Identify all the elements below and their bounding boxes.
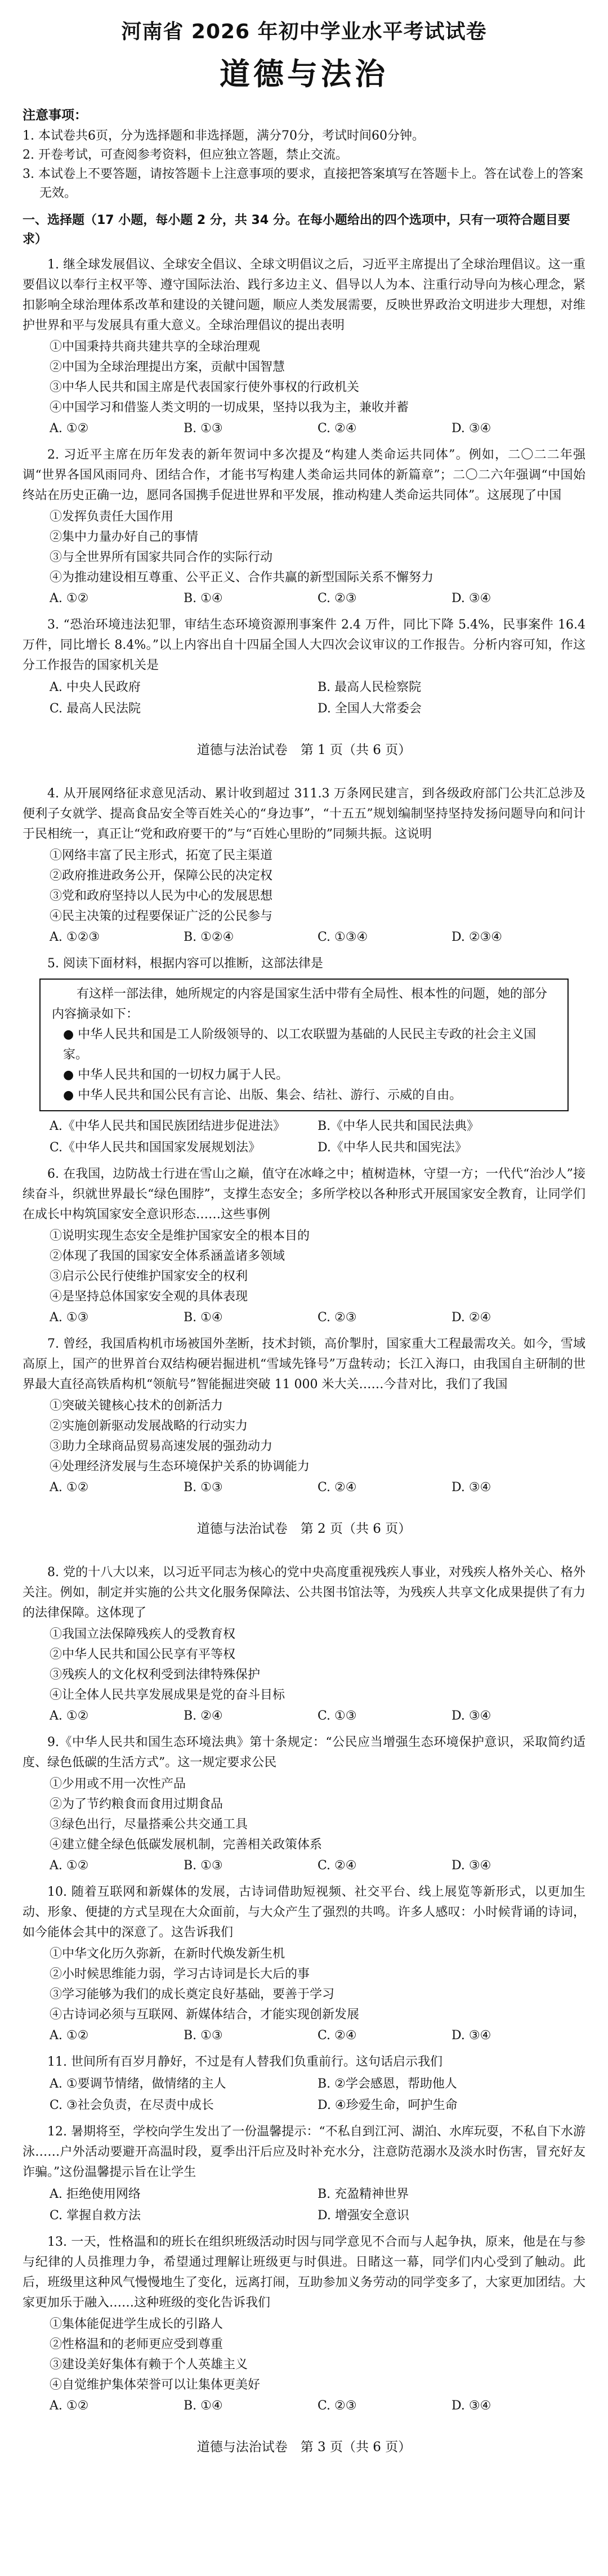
statement: ③与全世界所有国家共同合作的实际行动 (50, 550, 273, 564)
material-item: ● 中华人民共和国的一切权力属于人民。 (63, 1068, 289, 1082)
option: D. 增强安全意识 (318, 2209, 409, 2223)
question-stem: 10. 随着互联网和新媒体的发展，古诗词借助短视频、社交平台、线上展览等新形式，以更加生动、形象、便捷的方式呈现在大众面前，与大众产生了强烈的共鸣。许多人感叹：小时候背诵的诗词，如今能体会其中的深意了。这告诉我们 (23, 1885, 585, 1940)
subject-title: 道德与法治 (220, 56, 388, 92)
statement: ③启示公民行使维护国家安全的权利 (50, 1269, 248, 1283)
option: B. ①③ (184, 1859, 223, 1873)
notice-section (23, 105, 585, 203)
option: D.《中华人民共和国宪法》 (318, 1141, 467, 1155)
options-row (50, 1477, 585, 1498)
question-stem: 6. 在我国，边防战士行进在雪山之巅，值守在冰峰之中；植树造林，守望一方；一代代“治沙人”接续奋斗，织就世界最长“绿色围脖”，支撑生态安全；多所学校以各种形式开展国家安全教育，让同学们在成长中构筑国家安全意识形态……这些事例 (23, 1167, 585, 1222)
statement: ④民主决策的过程要保证广泛的公民参与 (50, 909, 273, 923)
statement: ①集体能促进学生成长的引路人 (50, 2317, 223, 2331)
statement: ③残疾人的文化权利受到法律特殊保护 (50, 1668, 261, 1682)
option: B. ①④ (184, 591, 223, 605)
option: B. 充盈精神世界 (318, 2187, 409, 2201)
option: C. ②④ (318, 1480, 357, 1495)
question-stem: 4. 从开展网络征求意见活动、累计收到超过 311.3 万条网民建言，到各级政府部门公共汇总涉及便利子女就学、提高食品安全等百姓关心的“身边事”，“十五五”规划编制坚持坚持发扬问题导向和问计于民相统一，真正让“党和政府要干的”与“百姓心里盼的”同频共振。这说明 (23, 787, 585, 841)
option: B. ①④ (184, 2399, 223, 2413)
option: A. ①② (50, 591, 89, 605)
options-row (50, 1706, 585, 1727)
option: B. ①③ (184, 421, 223, 436)
option: D. ③④ (451, 591, 491, 605)
question-7 (23, 1334, 585, 1498)
notice-item: 2. 开卷考试，可查阅参考资料，但应独立答题，禁止交流。 (23, 148, 348, 162)
option: C. ②④ (318, 1859, 357, 1873)
question-stem: 8. 党的十八大以来，以习近平同志为核心的党中央高度重视残疾人事业，对残疾人格外关心、格外关注。例如，制定并实施的公共文化服务保障法、公共图书馆法等，为残疾人共享文化成果提供了有力的法律保障。这体现了 (23, 1565, 585, 1620)
question-stem: 2. 习近平主席在历年发表的新年贺词中多次提及“构建人类命运共同体”。例如，二〇二二年强调“世界各国风雨同舟、团结合作，才能书写构建人类命运共同体的新篇章”；二〇二六年强调“中国始终站在历史正确一边，愿同各国携手促进世界和平发展，推动构建人类命运共同体”。这展现了中国 (23, 448, 585, 502)
option: B. ①④ (184, 1311, 223, 1325)
question-5 (23, 954, 585, 1159)
statement: ①说明实现生态安全是维护国家安全的根本目的 (50, 1229, 310, 1243)
question-11 (23, 2052, 585, 2116)
question-1 (23, 255, 585, 439)
option: D. ②④ (451, 1311, 491, 1325)
statement: ②集中力量办好自己的事情 (50, 530, 199, 544)
option: A. 拒绝使用网络 (50, 2187, 141, 2201)
option: A. 中央人民政府 (50, 680, 141, 694)
option: A. ①② (50, 1859, 89, 1873)
option: A. ①② (50, 1480, 89, 1495)
statement: ③党和政府坚持以人民为中心的发展思想 (50, 889, 273, 903)
options-grid (50, 2184, 585, 2227)
statement: ④处理经济发展与生态环境保护关系的协调能力 (50, 1460, 310, 1474)
option: C.《中华人民共和国国家发展规划法》 (50, 1141, 261, 1155)
statement: ①发挥负责任大国作用 (50, 510, 174, 524)
statement: ②政府推进政务公开，保障公民的决定权 (50, 869, 273, 883)
option: C. ②④ (318, 2029, 357, 2043)
question-8 (23, 1563, 585, 1727)
statement: ②为了节约粮食而食用过期食品 (50, 1797, 223, 1811)
option: D. ②③④ (451, 930, 503, 944)
statement: ④自觉维护集体荣誉可以让集体更美好 (50, 2378, 261, 2392)
option: A. ①② (50, 2029, 89, 2043)
statement: ①少用或不用一次性产品 (50, 1777, 186, 1791)
statement: ③学习能够为我们的成长奠定良好基础，要善于学习 (50, 1987, 335, 2001)
option: A. ①② (50, 1709, 89, 1723)
options-row (50, 1307, 585, 1329)
page-footer: 道德与法治试卷 第 3 页（共 6 页） (196, 2440, 412, 2454)
options-grid (50, 1116, 585, 1159)
page-footer: 道德与法治试卷 第 1 页（共 6 页） (196, 743, 412, 757)
options-grid (50, 677, 585, 720)
material-item: ● 中华人民共和国是工人阶级领导的、以工农联盟为基础的人民民主专政的社会主义国家。 (63, 1027, 537, 1062)
statement: ②性格温和的老师更应受到尊重 (50, 2337, 223, 2351)
statement: ①我国立法保障残疾人的受教育权 (50, 1627, 236, 1641)
options-row (50, 2025, 585, 2047)
option: A. ①②③ (50, 930, 100, 944)
statement: ①中国秉持共商共建共享的全球治理观 (50, 340, 261, 354)
option: C. 掌握自救方法 (50, 2209, 141, 2223)
options-row (50, 1855, 585, 1877)
option: A. ①要调节情绪，做情绪的主人 (50, 2077, 226, 2091)
question-2 (23, 445, 585, 609)
option: C. ③社会负责，在尽责中成长 (50, 2098, 214, 2112)
question-stem: 3. “恐治环境违法犯罪，审结生态环境资源刑事案件 2.4 万件，同比下降 5.4%，民事案件 16.4 万件，同比增长 8.4%。”以上内容出自十四届全国人大四次会议审议的工作报告。分析内容可知，作这分工作报告的国家机关是 (23, 618, 585, 672)
statement: ④让全体人民共享发展成果是党的奋斗目标 (50, 1688, 285, 1702)
statement: ②实施创新驱动发展战略的行动实力 (50, 1419, 248, 1433)
statement: ④建立健全绿色低碳发展机制，完善相关政策体系 (50, 1838, 323, 1852)
question-stem: 9.《中华人民共和国生态环境法典》第十条规定：“公民应当增强生态环境保护意识，采取简约适度、绿色低碳的生活方式”。这一规定要求公民 (23, 1735, 585, 1770)
option: D. ③④ (451, 2399, 491, 2413)
statement: ②小时候思维能力弱，学习古诗词是长大后的事 (50, 1967, 310, 1981)
question-stem: 13. 一天，性格温和的班长在组织班级活动时因与同学意见不合而与人起争执，原来，他是在与参与纪律的人员推理力争，希望通过理解让班级更与时俱进。日睹这一幕，同学们内心受到了触动。此后，班级里这种风气慢慢地生了变化，远离打闹，互助参加义务劳动的同学变多了，大家更加团结。大家更加乐于融入……这种班级的变化告诉我们 (23, 2235, 585, 2310)
notice-item: 3. 本试卷上不要答题，请按答题卡上注意事项的要求，直接把答案填写在答题卡上。答在试卷上的答案无效。 (23, 167, 583, 200)
option: C. ②④ (318, 421, 357, 436)
question-stem: 7. 曾经，我国盾构机市场被国外垄断，技术封锁，高价掣肘，国家重大工程最需攻关。如今，雪域高原上，国产的世界首台双结构硬岩掘进机“雪域先锋号”万盘转动；长江入海口，由我国自主研制的世界最大直径高铁盾构机“领航号”智能掘进突破 11 000 米大关……今昔对比，我们了我国 (23, 1337, 585, 1392)
statement: ②中华人民共和国公民享有平等权 (50, 1648, 236, 1662)
material-item: ● 中华人民共和国公民有言论、出版、集会、结社、游行、示威的自由。 (63, 1088, 462, 1102)
option: D. ③④ (451, 1859, 491, 1873)
material-box (39, 979, 569, 1111)
section-heading (23, 211, 585, 249)
section-heading-text: 一、选择题（17 小题，每小题 2 分，共 34 分。在每小题给出的四个选项中，只有一项符合题目要求） (23, 213, 570, 246)
material-intro: 有这样一部法律，她所规定的内容是国家生活中带有全局性、根本性的问题，她的部分内容摘录如下： (52, 987, 548, 1021)
statement: ②体现了我国的国家安全体系涵盖诸多领域 (50, 1249, 285, 1263)
statement: ④古诗词必须与互联网、新媒体结合，才能实现创新发展 (50, 2008, 360, 2022)
statement: ③绿色出行，尽量搭乘公共交通工具 (50, 1817, 248, 1832)
options-row (50, 418, 585, 439)
options-row (50, 927, 585, 948)
option: D. ④珍爱生命，呵护生命 (318, 2098, 458, 2112)
statement: ①网络丰富了民主形式，拓宽了民主渠道 (50, 849, 273, 863)
question-6 (23, 1164, 585, 1329)
option: B. ②学会感恩，帮助他人 (318, 2077, 457, 2091)
question-stem: 5. 阅读下面材料，根据内容可以推断，这部法律是 (47, 957, 323, 971)
option: D. ③④ (451, 421, 491, 436)
option: B. ①③ (184, 2029, 223, 2043)
option: A. ①③ (50, 1311, 89, 1325)
option: C. ②③ (318, 1311, 357, 1325)
statement: ④为推动建设相互尊重、公平正义、合作共赢的新型国际关系不懈努力 (50, 571, 434, 585)
question-12 (23, 2122, 585, 2227)
statement: ③中华人民共和国主席是代表国家行使外事权的行政机关 (50, 380, 360, 394)
statement: ④是坚持总体国家安全观的具体表现 (50, 1290, 248, 1304)
options-grid (50, 2074, 585, 2116)
question-13 (23, 2232, 585, 2417)
option: B.《中华人民共和国民法典》 (318, 1119, 480, 1133)
question-4 (23, 784, 585, 948)
question-stem: 11. 世间所有百岁月静好，不过是有人替我们负重前行。这句话启示我们 (47, 2055, 442, 2069)
options-row (50, 588, 585, 609)
statement: ③助力全球商品贸易高速发展的强劲动力 (50, 1439, 273, 1453)
statement: ①中华文化历久弥新，在新时代焕发新生机 (50, 1947, 285, 1961)
notice-heading: 注意事项： (23, 108, 87, 123)
option: D. ③④ (451, 2029, 491, 2043)
option: B. ①③ (184, 1480, 223, 1495)
options-row (50, 2395, 585, 2417)
option: C. ②③ (318, 2399, 357, 2413)
option: C. 最高人民法院 (50, 702, 141, 716)
question-3 (23, 615, 585, 720)
option: B. ①②④ (184, 930, 234, 944)
question-9 (23, 1733, 585, 1877)
notice-item: 1. 本试卷共6页，分为选择题和非选择题，满分70分，考试时间60分钟。 (23, 129, 424, 143)
statement: ③建设美好集体有赖于个人英雄主义 (50, 2358, 248, 2372)
option: C. ②③ (318, 591, 357, 605)
question-10 (23, 1882, 585, 2047)
question-stem: 1. 继全球发展倡议、全球安全倡议、全球文明倡议之后，习近平主席提出了全球治理倡议。这一重要倡议以奉行主权平等、遵守国际法治、践行多边主义、倡导以人为本、注重行动导向为核心理念，紧扣影响全球治理体系改革和建设的关键问题，顺应人类发展需要，反映世界政治文明进步大理想，对维护世界和平与发展具有重大意义。全球治理倡议的提出表明 (23, 258, 585, 333)
option: D. ③④ (451, 1709, 491, 1723)
option: D. 全国人大常委会 (318, 702, 422, 716)
option: A. ①② (50, 2399, 89, 2413)
option: D. ③④ (451, 1480, 491, 1495)
page-footer: 道德与法治试卷 第 2 页（共 6 页） (196, 1522, 412, 1536)
question-stem: 12. 暑期将至，学校向学生发出了一份温馨提示：“不私自到江河、湖泊、水库玩耍，不私自下水游泳……户外活动要避开高温时段，夏季出汗后应及时补充水分，注意防范溺水及淡水时伤害，冒充好友诈骗。”这份温馨提示旨在让学生 (23, 2125, 585, 2179)
exam-title: 河南省 2026 年初中学业水平考试试卷 (121, 20, 487, 43)
option: A.《中华人民共和国民族团结进步促进法》 (50, 1119, 285, 1133)
option: C. ①③④ (318, 930, 368, 944)
option: C. ①③ (318, 1709, 357, 1723)
statement: ①突破关键核心技术的创新活力 (50, 1399, 223, 1413)
option: B. 最高人民检察院 (318, 680, 422, 694)
statement: ④中国学习和借鉴人类文明的一切成果，坚持以我为主，兼收并蓄 (50, 401, 409, 415)
statement: ②中国为全球治理提出方案，贡献中国智慧 (50, 360, 285, 374)
option: B. ②④ (184, 1709, 223, 1723)
option: A. ①② (50, 421, 89, 436)
